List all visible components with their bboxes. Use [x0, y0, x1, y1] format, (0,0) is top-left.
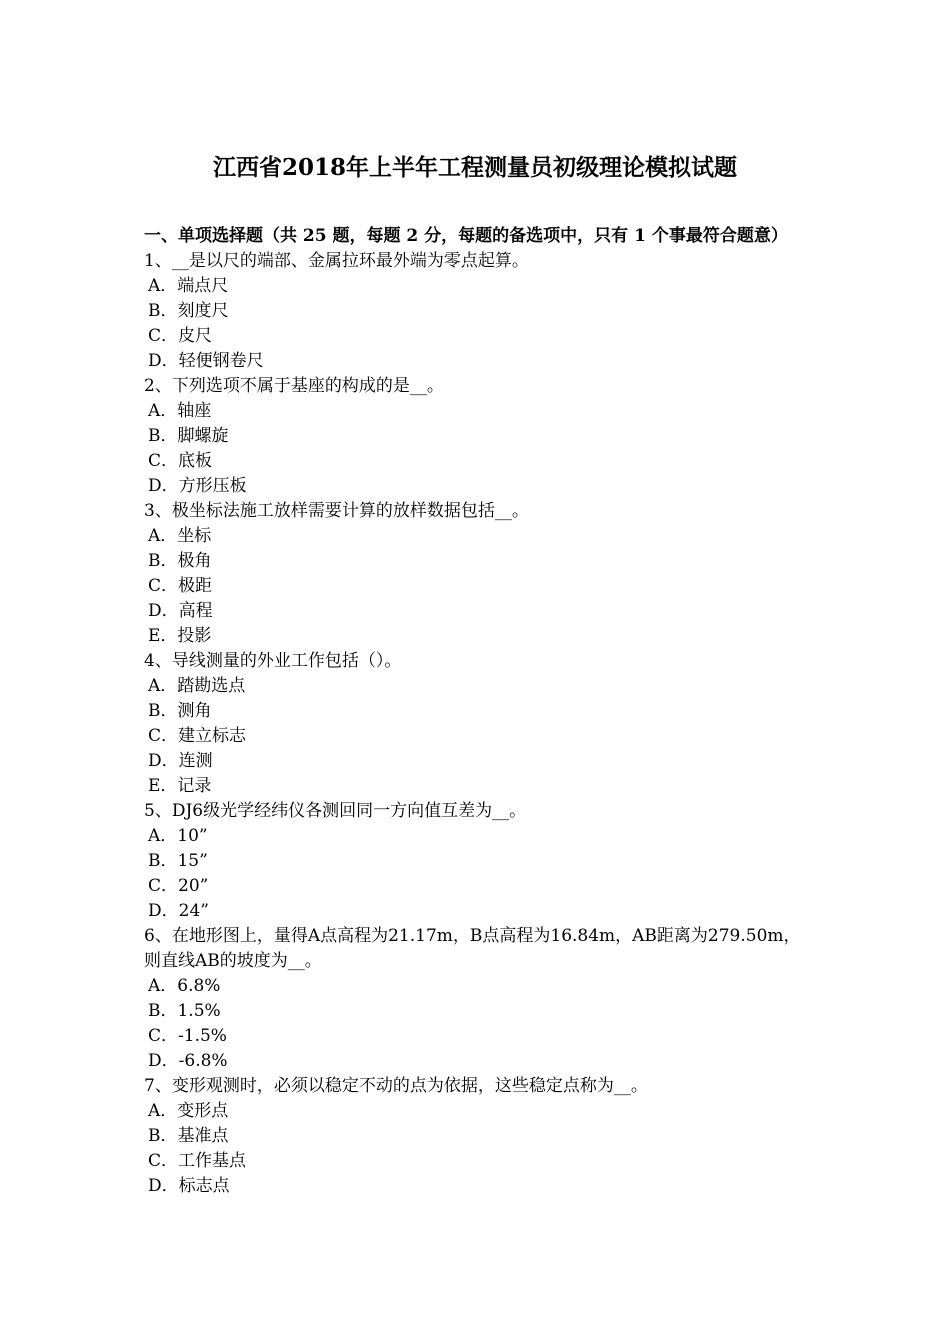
question-stem: 3、极坐标法施工放样需要计算的放样数据包括__。: [144, 501, 529, 521]
option-c: C．皮尺: [148, 326, 213, 346]
option-e: E．投影: [148, 626, 212, 646]
option-d: D．24”: [148, 901, 209, 921]
option-a: A．坐标: [148, 526, 212, 546]
exam-content: [144, 224, 812, 1199]
question-4: [144, 649, 812, 799]
question-1: [144, 249, 812, 374]
option-a: A．6.8%: [148, 976, 221, 996]
option-b: B．1.5%: [148, 1001, 221, 1021]
question-5: [144, 799, 812, 924]
option-d: D．-6.8%: [148, 1051, 228, 1071]
option-a: A．10”: [148, 826, 208, 846]
question-stem: 4、导线测量的外业工作包括（）。: [144, 651, 402, 671]
option-b: B．测角: [148, 701, 212, 721]
option-e: E．记录: [148, 776, 212, 796]
option-b: B．刻度尺: [148, 301, 229, 321]
option-d: D．连测: [148, 751, 213, 771]
option-d: D．方形压板: [148, 476, 247, 496]
option-d: D．轻便钢卷尺: [148, 351, 264, 371]
option-b: B．极角: [148, 551, 212, 571]
question-stem: 1、__是以尺的端部、金属拉环最外端为零点起算。: [144, 251, 529, 271]
option-c: C．-1.5%: [148, 1026, 227, 1046]
option-a: A．轴座: [148, 401, 212, 421]
option-a: A．踏勘选点: [148, 676, 246, 696]
question-stem: 2、下列选项不属于基座的构成的是__。: [144, 376, 444, 396]
option-b: B．15”: [148, 851, 208, 871]
option-a: A．端点尺: [148, 276, 229, 296]
option-c: C．底板: [148, 451, 213, 471]
option-c: C．20”: [148, 876, 209, 896]
question-6: [144, 924, 812, 1074]
document-title: 江西省2018年上半年工程测量员初级理论模拟试题: [212, 154, 737, 181]
question-3: [144, 499, 812, 649]
option-c: C．建立标志: [148, 726, 247, 746]
option-d: D．高程: [148, 601, 213, 621]
option-b: B．基准点: [148, 1126, 229, 1146]
option-d: D．标志点: [148, 1176, 230, 1196]
question-stem: 7、变形观测时，必须以稳定不动的点为依据，这些稳定点称为__。: [144, 1076, 648, 1096]
question-stem: 5、DJ6级光学经纬仪各测回同一方向值互差为__。: [144, 801, 527, 821]
question-stem: 6、在地形图上，量得A点高程为21.17m，B点高程为16.84m，AB距离为279.50m，则直线AB的坡度为__。: [144, 926, 801, 971]
section-heading: 一、单项选择题（共 25 题，每题 2 分，每题的备选项中，只有 1 个事最符合题意）: [144, 226, 788, 246]
option-c: C．极距: [148, 576, 213, 596]
option-b: B．脚螺旋: [148, 426, 229, 446]
question-2: [144, 374, 812, 499]
question-7: [144, 1074, 812, 1199]
option-a: A．变形点: [148, 1101, 229, 1121]
option-c: C．工作基点: [148, 1151, 247, 1171]
